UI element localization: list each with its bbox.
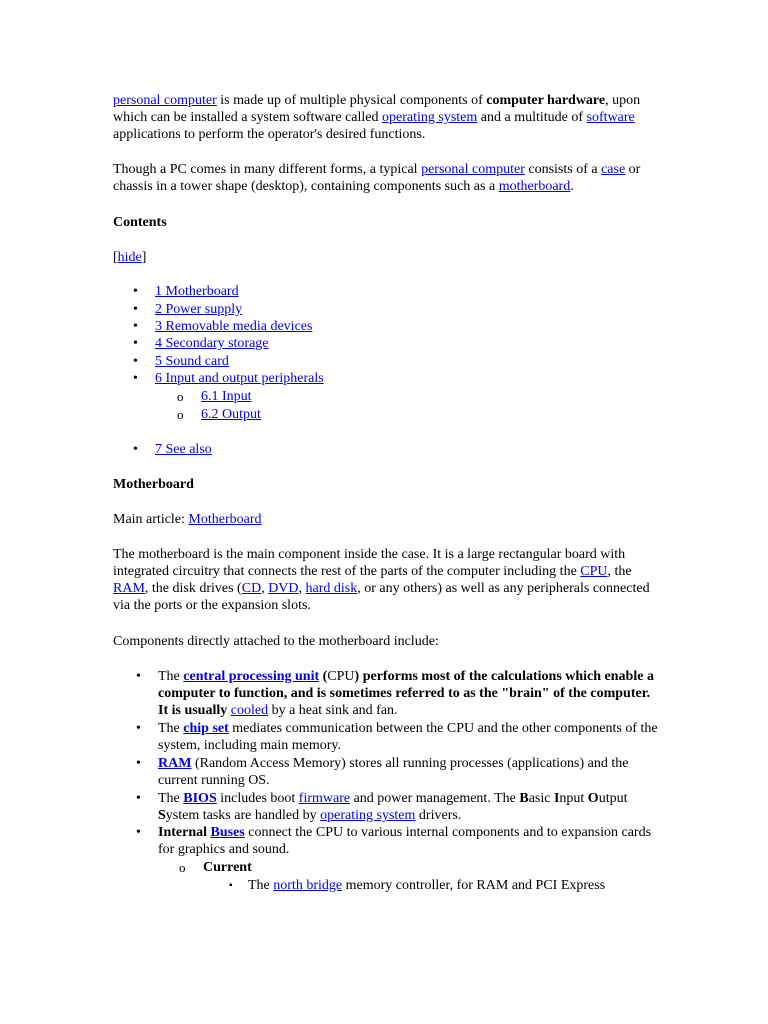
- pc-forms-text: or chassis in a tower shape (desktop), containing components such as a: [113, 162, 641, 194]
- toc-link-io-peripherals[interactable]: 6 Input and output peripherals: [155, 371, 324, 386]
- hide-toc-link[interactable]: hide: [117, 250, 142, 265]
- intro-text: , upon which can be installed a system software called: [113, 93, 641, 125]
- operating-system-link[interactable]: operating system: [382, 110, 478, 125]
- toc-link-power-supply[interactable]: 2 Power supply: [155, 302, 243, 317]
- motherboard-link[interactable]: motherboard: [498, 179, 571, 194]
- buses-link[interactable]: Buses: [210, 825, 245, 840]
- ram-link[interactable]: RAM: [113, 581, 145, 596]
- item-text: utput: [598, 791, 628, 806]
- item-text: ystem tasks are handled by: [165, 808, 321, 823]
- bracket-open: [: [113, 250, 118, 265]
- list-item-cpu: [158, 668, 658, 719]
- north-bridge-link[interactable]: north bridge: [273, 878, 343, 893]
- acronym-letter: S: [158, 808, 166, 823]
- components-intro: Components directly attached to the motherboard include:: [113, 634, 439, 649]
- description-text: , or any others) as well as any peripherals connected via the ports or the expansion slots.: [113, 581, 650, 613]
- ram-bold-link[interactable]: RAM: [158, 756, 192, 771]
- operating-system-link[interactable]: operating system: [320, 808, 416, 823]
- item-text: The: [248, 878, 274, 893]
- toc-link-input[interactable]: 6.1 Input: [201, 389, 252, 404]
- software-link[interactable]: software: [586, 110, 635, 125]
- firmware-link[interactable]: firmware: [298, 791, 351, 806]
- item-text: The: [158, 791, 184, 806]
- toc-link-see-also[interactable]: 7 See also: [155, 442, 212, 457]
- toc-subitem: [201, 388, 252, 405]
- bracket-close: ]: [141, 250, 147, 265]
- toc-item: [155, 335, 269, 352]
- dvd-link[interactable]: DVD: [268, 581, 299, 596]
- item-text: drivers.: [415, 808, 462, 823]
- item-text: ) performs most of the calculations which enable a computer to function, and is sometimes referred to as the "brain" of the computer. It is usually: [158, 669, 654, 718]
- case-link[interactable]: case: [601, 162, 626, 177]
- hard-disk-link[interactable]: hard disk: [305, 581, 358, 596]
- item-text: The: [158, 669, 184, 684]
- cooled-link[interactable]: cooled: [230, 703, 269, 718]
- current-label: Current: [203, 860, 252, 875]
- intro-paragraph: [113, 92, 661, 143]
- item-text: nput: [559, 791, 588, 806]
- item-text: The: [158, 721, 184, 736]
- item-text: connect the CPU to various internal components and to expansion cards for graphics and sound.: [158, 825, 652, 857]
- list-subitem-northbridge: [248, 877, 668, 894]
- description-text: ,: [261, 581, 269, 596]
- contents-heading: Contents: [113, 215, 167, 230]
- pc-forms-text: consists of a: [524, 162, 602, 177]
- acronym-letter: B: [519, 791, 529, 806]
- main-article-label: Main article:: [113, 512, 189, 527]
- list-item-chipset: [158, 720, 658, 754]
- toc-item: [155, 353, 229, 370]
- list-subitem-current: [203, 859, 603, 876]
- item-text: (Random Access Memory) stores all running processes (applications) and the current running OS.: [158, 756, 629, 788]
- intro-text: applications to perform the operator's desired functions.: [113, 127, 426, 142]
- toc-item: [155, 301, 242, 318]
- motherboard-heading: Motherboard: [113, 477, 194, 492]
- intro-text: and a multitude of: [477, 110, 587, 125]
- toc-link-motherboard[interactable]: 1 Motherboard: [155, 284, 239, 299]
- toc-item: [155, 441, 212, 458]
- intro-text: is made up of multiple physical components of: [216, 93, 487, 108]
- toc-item: [155, 318, 312, 335]
- toc-subitem: [201, 406, 261, 423]
- item-text: asic: [528, 791, 554, 806]
- cpu-abbrev: CPU: [327, 669, 355, 684]
- internal-label: Internal: [158, 825, 211, 840]
- list-item-buses: [158, 824, 658, 858]
- toc-link-removable-media[interactable]: 3 Removable media devices: [155, 319, 313, 334]
- item-text: memory controller, for RAM and PCI Express: [342, 878, 606, 893]
- chip-set-link[interactable]: chip set: [183, 721, 229, 736]
- cpu-link[interactable]: CPU: [580, 564, 608, 579]
- pc-forms-paragraph: [113, 161, 661, 195]
- item-text: (: [319, 669, 328, 684]
- description-text: , the: [607, 564, 632, 579]
- list-item-bios: [158, 790, 658, 824]
- motherboard-description: [113, 546, 661, 614]
- bios-link[interactable]: BIOS: [183, 791, 217, 806]
- item-text: mediates communication between the CPU and the other components of the system, including main memory.: [158, 721, 658, 753]
- toc-item: [155, 370, 324, 387]
- list-item-ram: [158, 755, 658, 789]
- main-article-link[interactable]: Motherboard: [188, 512, 262, 527]
- toc-item: [155, 283, 239, 300]
- personal-computer-link[interactable]: personal computer: [421, 162, 525, 177]
- item-text: by a heat sink and fan.: [268, 703, 398, 718]
- main-article-note: [113, 511, 661, 528]
- acronym-letter: I: [553, 791, 560, 806]
- pc-forms-text: Though a PC comes in many different forms, a typical: [113, 162, 422, 177]
- personal-computer-link[interactable]: personal computer: [113, 93, 217, 108]
- computer-hardware-term: computer hardware: [486, 93, 606, 108]
- pc-forms-text: .: [570, 179, 574, 194]
- description-text: ,: [298, 581, 306, 596]
- description-text: The motherboard is the main component inside the case. It is a large rectangular board with integrated circuitry that connects the rest of the parts of the computer including the: [113, 547, 626, 579]
- central-processing-unit-link[interactable]: central processing unit: [183, 669, 320, 684]
- toc-link-sound-card[interactable]: 5 Sound card: [155, 354, 229, 369]
- item-text: includes boot: [216, 791, 299, 806]
- item-text: and power management. The: [350, 791, 520, 806]
- acronym-letter: O: [587, 791, 599, 806]
- description-text: , the disk drives (: [144, 581, 242, 596]
- cd-link[interactable]: CD: [241, 581, 262, 596]
- contents-toggle: [113, 249, 661, 266]
- toc-link-output[interactable]: 6.2 Output: [201, 407, 261, 422]
- toc-link-secondary-storage[interactable]: 4 Secondary storage: [155, 336, 269, 351]
